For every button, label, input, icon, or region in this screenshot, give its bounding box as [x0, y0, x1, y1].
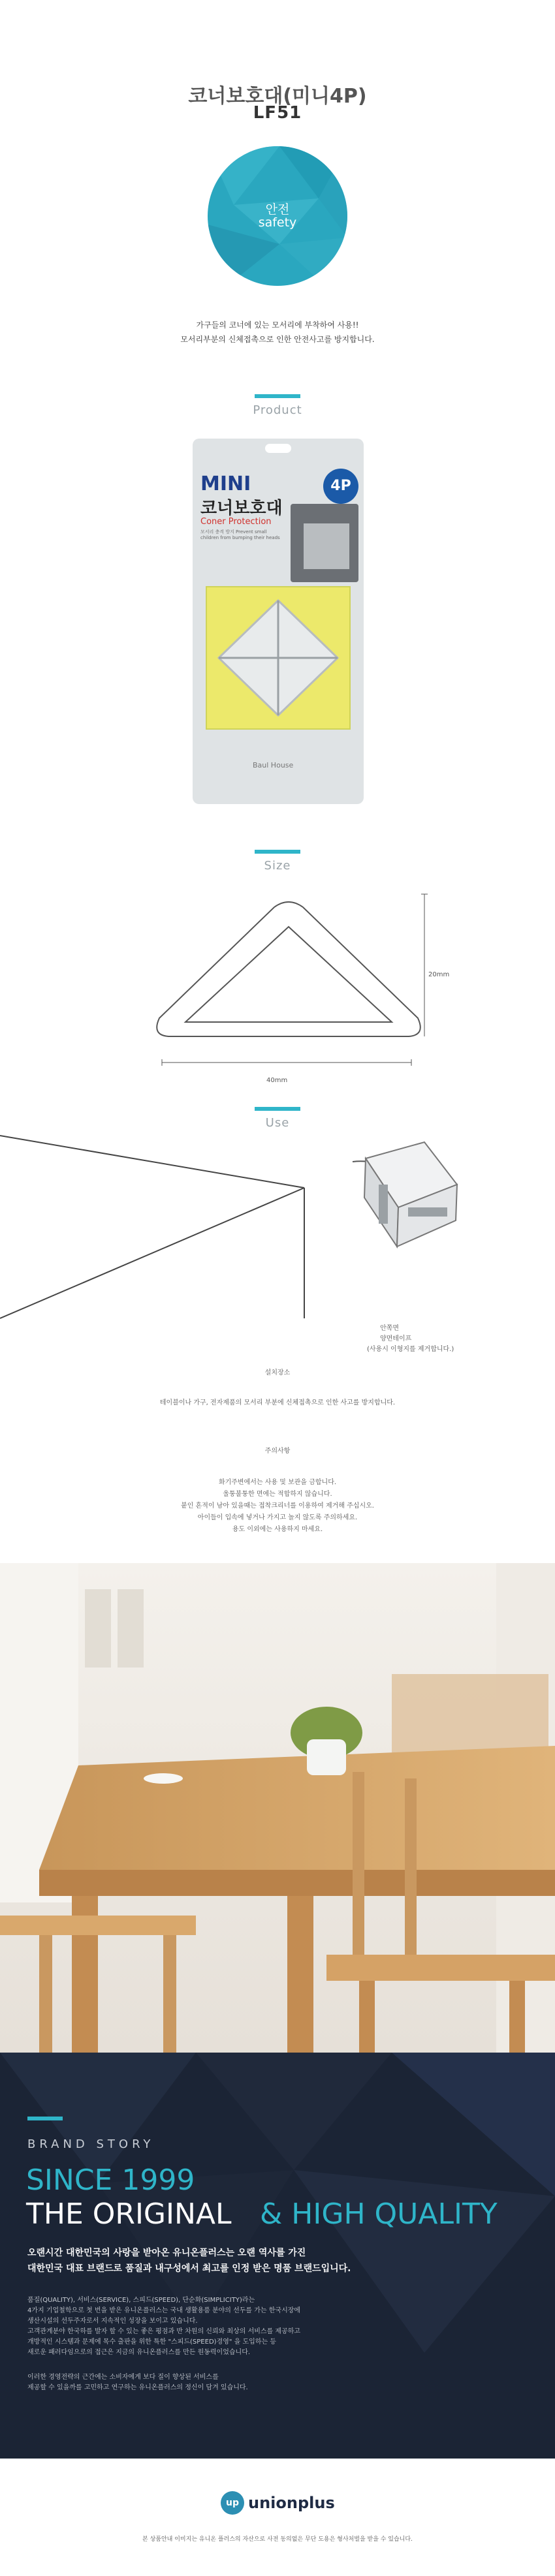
hang-hole [265, 444, 291, 453]
use-label-inner: 안쪽면 [380, 1325, 399, 1332]
size-diagram [144, 888, 431, 1070]
brand-body-line: 이러한 경영전략의 근간에는 소비자에게 보다 질이 향상된 서비스를 [27, 2374, 219, 2381]
product-package [193, 439, 364, 804]
unionplus-logo-text: unionplus [248, 2494, 335, 2512]
caution-line: 붙인 흔적이 남아 있을때는 접착크리너를 이용하여 제거해 주십시오. [181, 1502, 374, 1510]
caution-heading: 주의사항 [264, 1448, 291, 1455]
brand-original: THE ORIGINAL [26, 2197, 232, 2231]
safety-label-en: safety [258, 215, 297, 230]
size-height: 20mm [428, 971, 450, 978]
intro-line-1: 가구들의 코너에 있는 모서리에 부착하여 사용!! [196, 320, 359, 330]
section-use-label: Use [265, 1116, 290, 1130]
install-heading: 설치장소 [264, 1369, 291, 1376]
corner-guards-icon [207, 587, 349, 728]
brand-lead-2: 대한민국 대표 브랜드로 품질과 내구성에서 최고를 인정 받은 명품 브랜드입니다. [27, 2263, 351, 2274]
brand-body-line: 제공할 수 있을까를 고민하고 연구하는 유니온플러스의 정신이 담겨 있습니다. [27, 2384, 248, 2391]
safety-label-ko: 안전 [265, 202, 290, 217]
section-size-label: Size [264, 859, 291, 873]
intro-line-2: 모서리부분의 신체접촉으로 인한 안전사고를 방지합니다. [180, 335, 375, 344]
package-name: 코너보호대 [200, 499, 283, 518]
caution-line: 아이들이 입속에 넣거나 가지고 놀지 않도록 주의하세요. [197, 1514, 358, 1521]
brand-body-line: 생산시설의 선두주자로서 지속적인 성장을 보이고 있습니다. [27, 2318, 198, 2325]
product-title: 코너보호대(미니4P) [188, 85, 367, 108]
install-text: 테이블이나 가구, 전자제품의 모서리 부분에 신체접촉으로 인한 사고를 방지합니다. [159, 1399, 396, 1406]
safety-badge [208, 146, 347, 286]
use-label-tape: 양면테이프 [380, 1335, 412, 1342]
brand-quality: & HIGH QUALITY [260, 2197, 498, 2231]
brand-accent-bar [27, 2117, 63, 2120]
caution-line: 용도 이외에는 사용하지 마세요. [232, 1526, 323, 1533]
package-mini: MINI [200, 473, 251, 495]
brand-body-line: 개방적인 시스템과 문제에 목수 출판을 위한 특한 "스피드(SPEED)경영" 을 도입하는 등 [27, 2338, 276, 2346]
brand-lead-1: 오랜시간 대한민국의 사랑을 받아온 유니온플러스는 오랜 역사를 가진 [27, 2248, 306, 2258]
size-width: 40mm [266, 1077, 288, 1084]
section-divider [255, 850, 300, 854]
brand-story-section [0, 2053, 555, 2576]
package-photo [291, 504, 358, 582]
package-blister [206, 586, 351, 730]
brand-body-line: 고객관계분야 한국하를 발자 할 수 있는 좋은 평점과 반 차원의 신뢰와 최상의 서비스를 제공하고 [27, 2328, 301, 2335]
caution-line: 화기주변에서는 사용 및 보관을 금합니다. [218, 1479, 337, 1486]
brand-since: SINCE 1999 [26, 2164, 195, 2197]
package-name-en: Coner Protection [200, 517, 272, 527]
brand-story-label: BRAND STORY [27, 2137, 155, 2151]
use-diagram [0, 1123, 555, 1358]
section-product-label: Product [253, 403, 302, 417]
package-brand: Baul House [253, 761, 294, 769]
use-label-note: (사용시 이형지를 제거합니다.) [367, 1346, 454, 1353]
dining-table-photo [0, 1563, 555, 2053]
unionplus-logo-icon: up [221, 2491, 244, 2515]
package-fine-print: 모서리 충격 방지 Prevent small children from bumping their heads [200, 529, 280, 540]
brand-body-line: 품질(QUALITY), 서비스(SERVICE), 스피드(SPEED), 단순화(SIMPLICITY)라는 [27, 2297, 255, 2304]
section-divider [255, 1107, 300, 1111]
footer-disclaimer: 본 상품안내 이미지는 유니온 플러스의 자산으로 사전 동의없은 무단 도용은 형사처벌을 받을 수 있습니다. [142, 2536, 413, 2543]
product-code: LF51 [253, 103, 302, 123]
brand-body-line: 새로운 패러다임으로의 접근은 지금의 유니온플러스를 만든 원동력이었습니다. [27, 2349, 251, 2356]
section-divider [255, 394, 300, 398]
package-count-badge: 4P [323, 469, 358, 504]
caution-line: 울퉁불퉁한 면에는 적합하지 않습니다. [223, 1491, 332, 1498]
brand-footer [0, 2459, 555, 2576]
brand-body-line: 4가지 기업철학으로 첫 번을 받은 유니온플러스는 국내 생활용품 분야의 선두를 가는 한국시장에 [27, 2307, 301, 2314]
